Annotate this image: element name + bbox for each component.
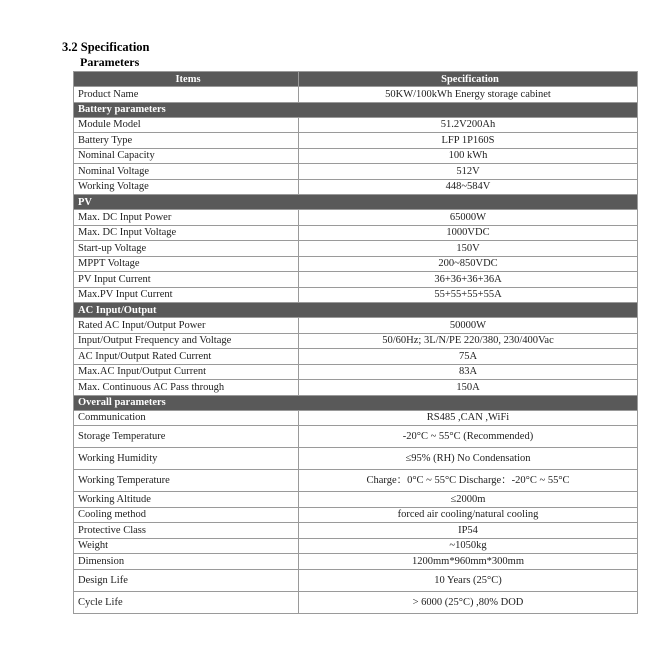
specification-cell: 75A <box>299 349 638 365</box>
item-cell: Start-up Voltage <box>74 241 299 257</box>
specification-cell: 448~584V <box>299 179 638 195</box>
item-cell: AC Input/Output Rated Current <box>74 349 299 365</box>
table-row <box>74 333 638 349</box>
item-cell: Dimension <box>74 554 299 570</box>
table-row <box>74 591 638 613</box>
item-cell: Working Voltage <box>74 179 299 195</box>
specification-cell: Charge：0°C ~ 55°C Discharge：-20°C ~ 55°C <box>299 470 638 492</box>
group-header-row <box>74 195 638 210</box>
item-cell: Storage Temperature <box>74 426 299 448</box>
table-row <box>74 470 638 492</box>
specification-cell: 1000VDC <box>299 225 638 241</box>
sub-title: Parameters <box>80 55 140 69</box>
item-cell: Max. Continuous AC Pass through <box>74 380 299 396</box>
specification-cell: ≤2000m <box>299 492 638 508</box>
specification-cell: 200~850VDC <box>299 256 638 272</box>
table-row <box>74 538 638 554</box>
group-header-label: Overall parameters <box>74 395 638 410</box>
item-cell: Max. DC Input Voltage <box>74 225 299 241</box>
table-row <box>74 349 638 365</box>
header-items: Items <box>74 72 299 87</box>
specification-cell: RS485 ,CAN ,WiFi <box>299 410 638 426</box>
table-row <box>74 241 638 257</box>
specification-cell: 65000W <box>299 210 638 226</box>
item-cell: Module Model <box>74 117 299 133</box>
table-body <box>74 87 638 614</box>
table-row <box>74 256 638 272</box>
specification-cell: 150A <box>299 380 638 396</box>
group-header-label: PV <box>74 195 638 210</box>
item-cell: Input/Output Frequency and Voltage <box>74 333 299 349</box>
specification-cell: -20°C ~ 55°C (Recommended) <box>299 426 638 448</box>
specification-cell: 512V <box>299 164 638 180</box>
specification-cell: 50KW/100kWh Energy storage cabinet <box>299 87 638 103</box>
item-cell: Working Temperature <box>74 470 299 492</box>
specification-cell: ≤95% (RH) No Condensation <box>299 448 638 470</box>
item-cell: Communication <box>74 410 299 426</box>
table-row <box>74 507 638 523</box>
item-cell: Battery Type <box>74 133 299 149</box>
table-header-row <box>74 72 638 87</box>
item-cell: Max.AC Input/Output Current <box>74 364 299 380</box>
specification-cell: LFP 1P160S <box>299 133 638 149</box>
table-row <box>74 133 638 149</box>
item-cell: Nominal Capacity <box>74 148 299 164</box>
item-cell: Cycle Life <box>74 591 299 613</box>
table-row <box>74 148 638 164</box>
header-specification: Specification <box>299 72 638 87</box>
specification-cell: 150V <box>299 241 638 257</box>
item-cell: Working Humidity <box>74 448 299 470</box>
group-header-label: AC Input/Output <box>74 303 638 318</box>
specification-cell: 50000W <box>299 318 638 334</box>
specification-cell: 51.2V200Ah <box>299 117 638 133</box>
table-row <box>74 87 638 103</box>
table-row <box>74 272 638 288</box>
item-cell: PV Input Current <box>74 272 299 288</box>
item-cell: Max. DC Input Power <box>74 210 299 226</box>
specification-cell: 36+36+36+36A <box>299 272 638 288</box>
table-row <box>74 523 638 539</box>
specification-cell: 55+55+55+55A <box>299 287 638 303</box>
table-row <box>74 164 638 180</box>
group-header-label: Battery parameters <box>74 102 638 117</box>
table-row <box>74 318 638 334</box>
specification-table <box>73 71 638 614</box>
table-row <box>74 287 638 303</box>
item-cell: Rated AC Input/Output Power <box>74 318 299 334</box>
specification-cell: 10 Years (25°C) <box>299 569 638 591</box>
table-row <box>74 569 638 591</box>
specification-cell: 50/60Hz; 3L/N/PE 220/380, 230/400Vac <box>299 333 638 349</box>
specification-cell: > 6000 (25°C) ,80% DOD <box>299 591 638 613</box>
table-row <box>74 380 638 396</box>
item-cell: Design Life <box>74 569 299 591</box>
table-row <box>74 210 638 226</box>
specification-cell: 100 kWh <box>299 148 638 164</box>
item-cell: Max.PV Input Current <box>74 287 299 303</box>
item-cell: Nominal Voltage <box>74 164 299 180</box>
table-row <box>74 364 638 380</box>
table-row <box>74 410 638 426</box>
specification-cell: 83A <box>299 364 638 380</box>
table-row <box>74 554 638 570</box>
table-row <box>74 117 638 133</box>
item-cell: Product Name <box>74 87 299 103</box>
table-row <box>74 492 638 508</box>
table-row <box>74 179 638 195</box>
item-cell: Cooling method <box>74 507 299 523</box>
item-cell: MPPT Voltage <box>74 256 299 272</box>
section-title: 3.2 Specification <box>62 40 150 54</box>
item-cell: Protective Class <box>74 523 299 539</box>
item-cell: Working Altitude <box>74 492 299 508</box>
table-row <box>74 225 638 241</box>
group-header-row <box>74 395 638 410</box>
table-row <box>74 448 638 470</box>
table-row <box>74 426 638 448</box>
item-cell: Weight <box>74 538 299 554</box>
specification-cell: ~1050kg <box>299 538 638 554</box>
group-header-row <box>74 303 638 318</box>
specification-cell: forced air cooling/natural cooling <box>299 507 638 523</box>
group-header-row <box>74 102 638 117</box>
specification-cell: IP54 <box>299 523 638 539</box>
specification-cell: 1200mm*960mm*300mm <box>299 554 638 570</box>
